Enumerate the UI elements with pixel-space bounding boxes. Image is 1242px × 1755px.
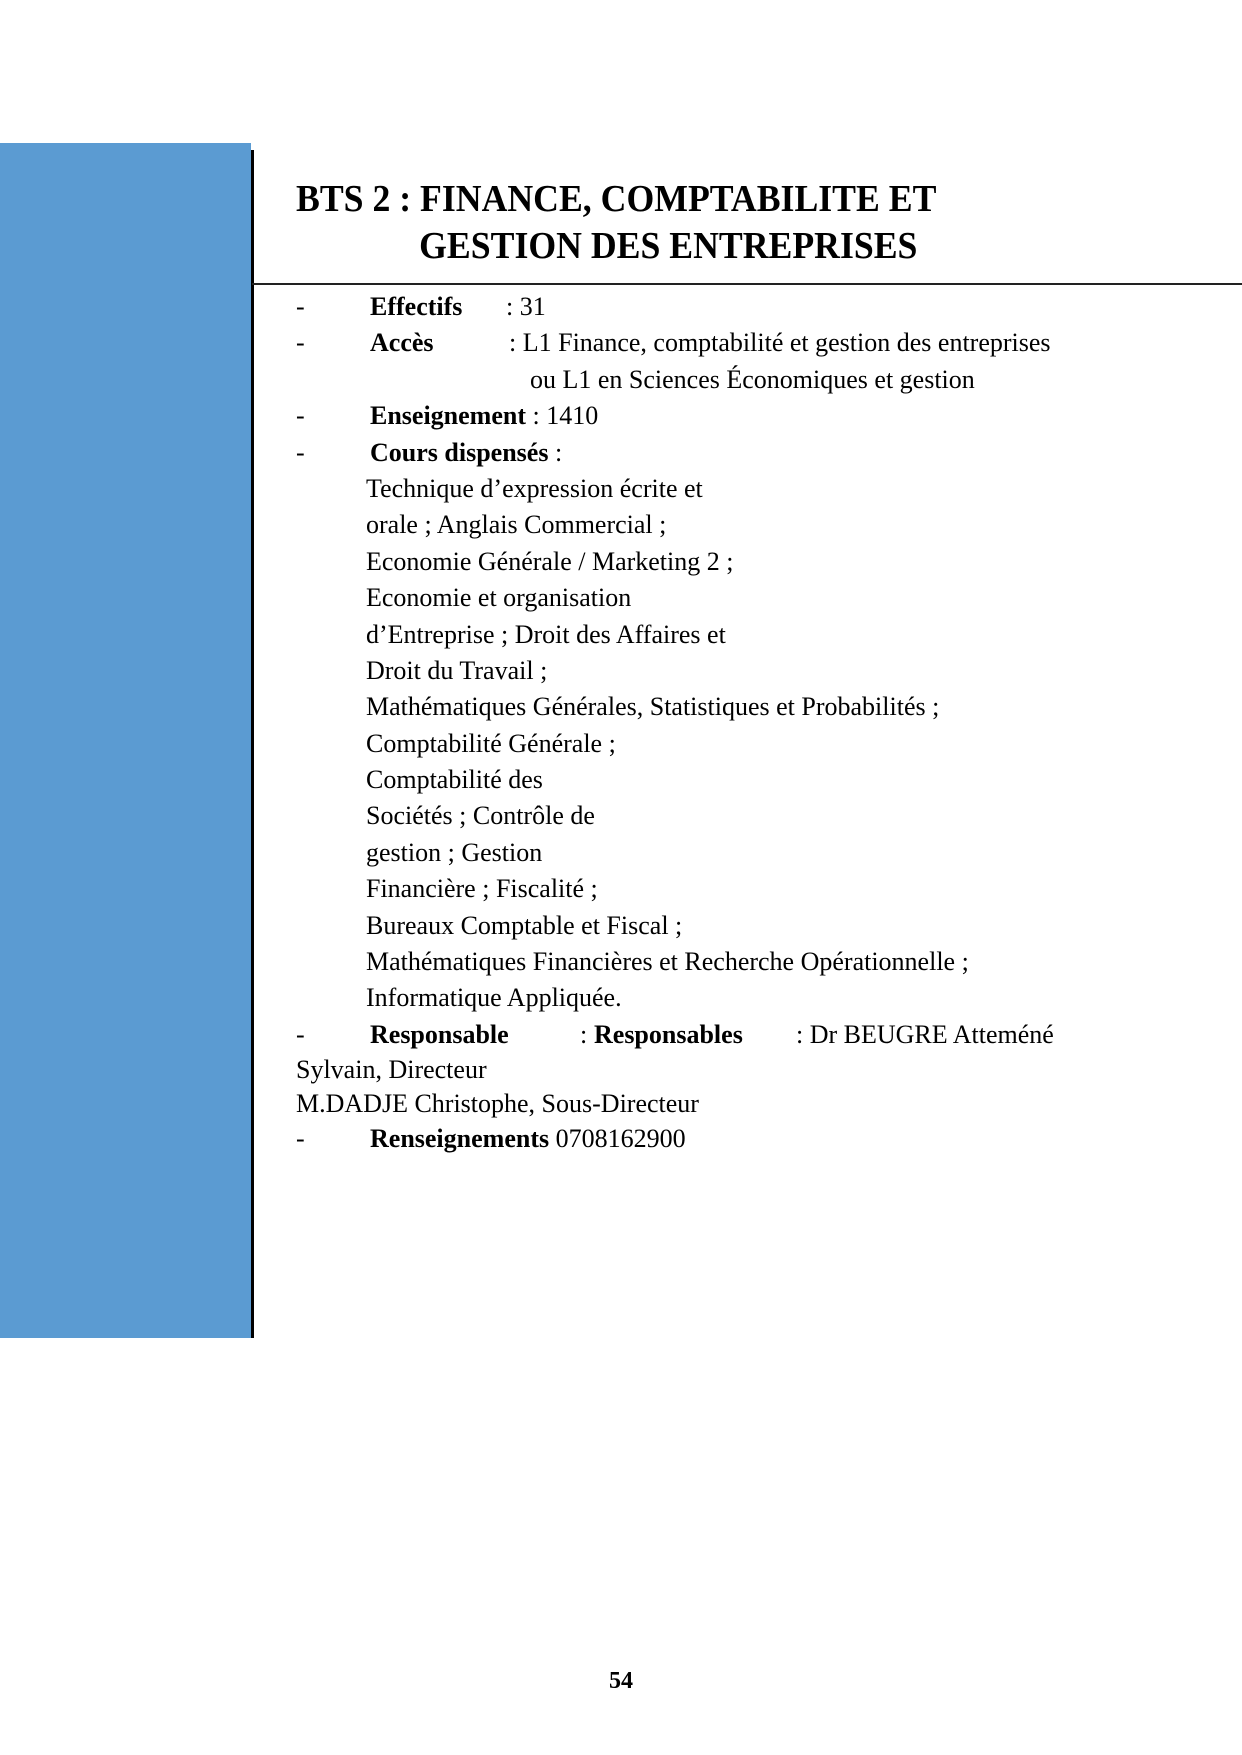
course-line: Droit du Travail ; xyxy=(366,655,548,685)
cours-row xyxy=(296,435,969,471)
responsables-label: Responsables xyxy=(594,1019,743,1049)
title-line-2: GESTION DES ENTREPRISES xyxy=(419,225,918,267)
cours-value: : xyxy=(548,437,563,467)
bullet-dash: - xyxy=(296,1124,305,1154)
responsable-label: Responsable xyxy=(370,1019,509,1049)
renseignements-value: 0708162900 xyxy=(549,1124,686,1154)
course-list xyxy=(296,471,969,1017)
course-line: Sociétés ; Contrôle de xyxy=(366,801,595,831)
responsable-line: Sylvain, Directeur xyxy=(296,1055,487,1085)
acces-row xyxy=(296,325,1051,361)
acces-row-cont xyxy=(296,362,975,398)
bullet-dash: - xyxy=(296,437,305,467)
renseignements-label: Renseignements xyxy=(370,1124,550,1154)
acces-value: : L1 Finance, comptabilité et gestion des entreprises xyxy=(509,328,1051,358)
title-underline xyxy=(252,283,1242,285)
course-line: orale ; Anglais Commercial ; xyxy=(366,510,667,540)
responsable-row xyxy=(296,1017,1054,1053)
renseignements-group xyxy=(370,1121,686,1157)
acces-value-cont: ou L1 en Sciences Économiques et gestion xyxy=(530,364,975,394)
course-line: Economie Générale / Marketing 2 ; xyxy=(366,546,734,576)
bullet-dash: - xyxy=(296,328,305,358)
responsable-separator: : xyxy=(580,1019,588,1049)
responsable-value: : Dr BEUGRE Atteméné xyxy=(796,1019,1054,1049)
cours-group xyxy=(370,435,562,471)
responsable-line: M.DADJE Christophe, Sous-Directeur xyxy=(296,1089,699,1119)
bullet-dash: - xyxy=(296,401,305,431)
bullet-dash: - xyxy=(296,1019,305,1049)
course-line: Economie et organisation xyxy=(366,583,632,613)
course-line: Comptabilité Générale ; xyxy=(366,728,616,758)
course-line: gestion ; Gestion xyxy=(366,837,543,867)
enseignement-label: Enseignement xyxy=(370,401,526,431)
cours-label: Cours dispensés xyxy=(370,437,549,467)
acces-label: Accès xyxy=(370,328,434,358)
enseignement-row xyxy=(296,398,969,434)
course-line: Informatique Appliquée. xyxy=(366,983,622,1013)
enseignement-value: : 1410 xyxy=(526,401,599,431)
title-line-1: BTS 2 : FINANCE, COMPTABILITE ET xyxy=(296,178,937,220)
vertical-divider xyxy=(251,150,254,1338)
course-line: d’Entreprise ; Droit des Affaires et xyxy=(366,619,726,649)
effectifs-value: : 31 xyxy=(506,292,546,321)
sidebar-accent-bar xyxy=(0,143,251,1338)
content-block xyxy=(296,289,1054,1158)
enseignement-group xyxy=(370,398,598,434)
course-line: Comptabilité des xyxy=(366,765,543,795)
page-title xyxy=(296,176,936,270)
renseignements-row xyxy=(296,1121,969,1157)
course-line: Bureaux Comptable et Fiscal ; xyxy=(366,910,683,940)
effectifs-row xyxy=(296,289,969,325)
course-line: Mathématiques Financières et Recherche Opérationnelle ; xyxy=(366,947,969,977)
course-line: Financière ; Fiscalité ; xyxy=(366,874,598,904)
course-line: Mathématiques Générales, Statistiques et Probabilités ; xyxy=(366,692,940,722)
page-number: 54 xyxy=(609,1668,633,1694)
effectifs-label: Effectifs xyxy=(370,292,463,321)
course-line: Technique d’expression écrite et xyxy=(366,473,703,503)
bullet-dash: - xyxy=(296,292,305,321)
